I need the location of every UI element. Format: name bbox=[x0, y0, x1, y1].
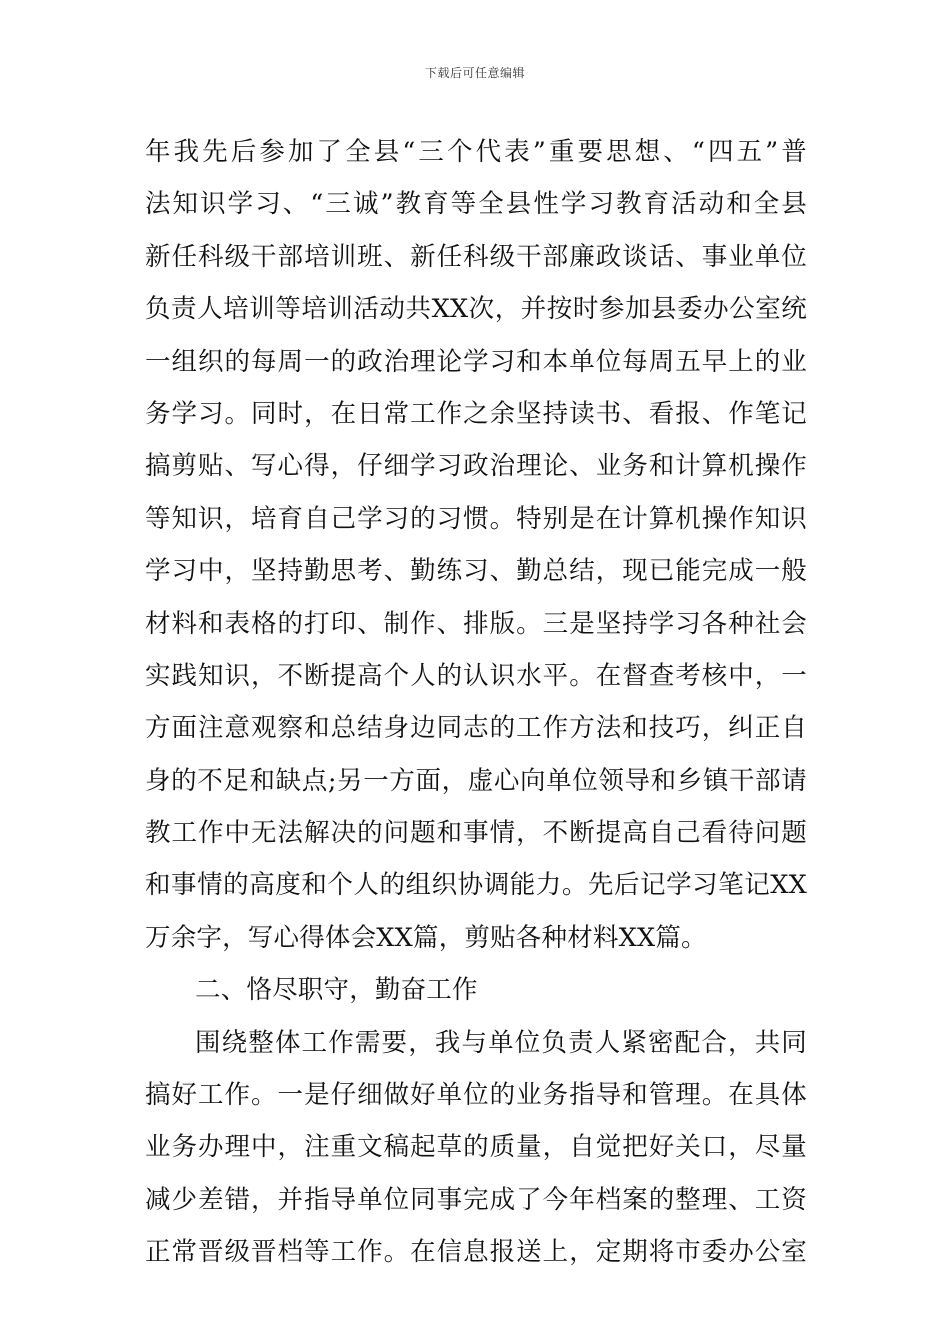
text-line: 方面注意观察和总结身边同志的工作方法和技巧，纠正自 bbox=[145, 713, 807, 744]
text-line: 学习中，坚持勤思考、勤练习、勤总结，现已能完成一般 bbox=[145, 556, 807, 587]
page-header-note: 下载后可任意编辑 bbox=[424, 66, 525, 80]
text-line: 万余字，写心得体会XX篇，剪贴各种材料XX篇。 bbox=[145, 922, 707, 953]
text-line: 新任科级干部培训班、新任科级干部廉政谈话、事业单位 bbox=[145, 241, 807, 272]
text-line: 实践知识，不断提高个人的认识水平。在督查考核中，一 bbox=[145, 660, 807, 691]
text-line: 务学习。同时，在日常工作之余坚持读书、看报、作笔记 bbox=[145, 398, 807, 429]
text-line: 和事情的高度和个人的组织协调能力。先后记学习笔记XX bbox=[145, 870, 807, 901]
text-line: 材料和表格的打印、制作、排版。三是坚持学习各种社会 bbox=[145, 608, 807, 639]
document-body bbox=[145, 126, 807, 1279]
text-line: 围绕整体工作需要，我与单位负责人紧密配合，共同 bbox=[195, 1027, 807, 1058]
section-heading: 二、恪尽职守，勤奋工作 bbox=[195, 975, 478, 1006]
text-line: 业务办理中，注重文稿起草的质量，自觉把好关口，尽量 bbox=[145, 1132, 807, 1163]
text-line: 搞好工作。一是仔细做好单位的业务指导和管理。在具体 bbox=[145, 1080, 807, 1111]
text-line: 搞剪贴、写心得，仔细学习政治理论、业务和计算机操作 bbox=[145, 451, 807, 482]
text-line: 减少差错，并指导单位同事完成了今年档案的整理、工资 bbox=[145, 1184, 807, 1215]
text-line: 负责人培训等培训活动共XX次，并按时参加县委办公室统 bbox=[145, 294, 807, 325]
text-line: 一组织的每周一的政治理论学习和本单位每周五早上的业 bbox=[145, 346, 807, 377]
text-line: 身的不足和缺点;另一方面，虚心向单位领导和乡镇干部请 bbox=[145, 765, 807, 796]
text-line: 法知识学习、“三诚”教育等全县性学习教育活动和全县 bbox=[145, 189, 807, 220]
text-line: 正常晋级晋档等工作。在信息报送上，定期将市委办公室 bbox=[145, 1237, 807, 1268]
text-line: 等知识，培育自己学习的习惯。特别是在计算机操作知识 bbox=[145, 503, 807, 534]
text-line: 年我先后参加了全县“三个代表”重要思想、“四五”普 bbox=[145, 137, 807, 167]
text-line: 教工作中无法解决的问题和事情，不断提高自己看待问题 bbox=[145, 818, 807, 849]
